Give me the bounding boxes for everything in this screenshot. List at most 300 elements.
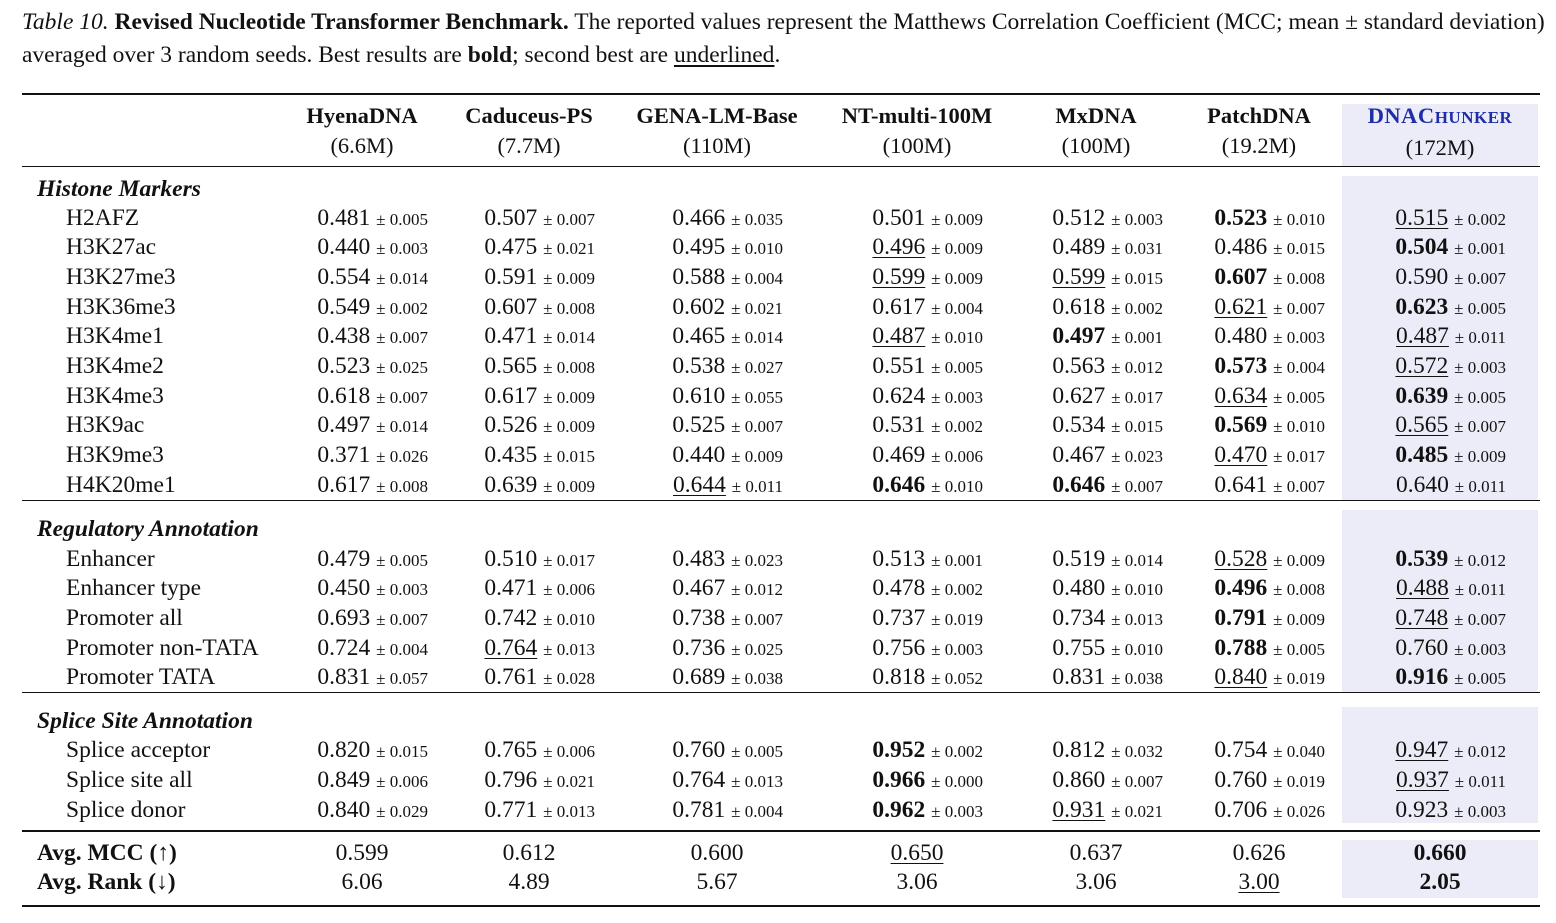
table-cell (1052, 765, 1163, 797)
cell-mean: 0.602 (672, 294, 726, 320)
cell-mean: 0.480 (1052, 575, 1106, 601)
section-title: Histone Markers (37, 176, 201, 202)
row-label: H3K4me2 (66, 353, 164, 379)
cell-std: ± 0.057 (376, 669, 428, 688)
table-cell (484, 662, 595, 694)
table-cell (317, 544, 428, 576)
cell-mean: 0.761 (484, 664, 538, 690)
cell-std: ± 0.019 (931, 610, 983, 629)
column-header (465, 101, 593, 161)
cell-std: ± 0.007 (543, 210, 595, 229)
cell-std: ± 0.002 (376, 299, 428, 318)
table-cell (317, 573, 428, 605)
table-cell (484, 544, 595, 576)
row-label: Promoter non-TATA (66, 635, 259, 661)
table-cell (672, 662, 783, 694)
column-header (636, 101, 797, 161)
cell-mean: 0.467 (672, 575, 726, 601)
cell-std: ± 0.003 (1454, 640, 1506, 659)
cell-mean: 0.796 (484, 767, 538, 793)
cell-mean: 0.515 (1395, 205, 1449, 231)
column-size: (7.7M) (497, 133, 561, 158)
cell-mean: 0.840 (1214, 664, 1268, 690)
table-cell (1052, 203, 1163, 235)
cell-std: ± 0.007 (1111, 477, 1163, 496)
cell-std: ± 0.003 (931, 802, 983, 821)
cell-std: ± 0.052 (931, 669, 983, 688)
cell-std: ± 0.004 (731, 269, 783, 288)
caption-underlined-word: underlined (673, 42, 775, 68)
column-name: NT-multi-100M (841, 103, 993, 128)
cell-mean: 0.756 (872, 635, 926, 661)
cell-std: ± 0.002 (1111, 299, 1163, 318)
table-cell (484, 795, 595, 827)
table-cell (1052, 262, 1163, 294)
table-cell (672, 292, 783, 324)
cell-mean: 0.549 (317, 294, 371, 320)
row-label: Promoter all (66, 605, 183, 631)
table-cell (872, 470, 983, 502)
cell-std: ± 0.005 (1273, 640, 1325, 659)
summary-cell: 2.05 (1419, 869, 1461, 895)
table-cell (1396, 321, 1506, 353)
cell-mean: 0.588 (672, 264, 726, 290)
table-cell (1214, 203, 1325, 235)
cell-mean: 0.523 (1214, 205, 1268, 231)
table-cell (1214, 262, 1325, 294)
cell-std: ± 0.014 (731, 328, 783, 347)
cell-std: ± 0.007 (731, 610, 783, 629)
cell-mean: 0.525 (672, 412, 726, 438)
table-cell (1052, 470, 1163, 502)
cell-std: ± 0.008 (543, 299, 595, 318)
cell-std: ± 0.005 (731, 742, 783, 761)
cell-std: ± 0.014 (543, 328, 595, 347)
row-label: H3K4me3 (66, 383, 164, 409)
table-cell (484, 603, 595, 635)
table-cell (1052, 381, 1163, 413)
cell-mean: 0.706 (1214, 797, 1268, 823)
table-cell (484, 633, 595, 665)
table-cell (672, 633, 783, 665)
table-cell (1052, 603, 1163, 635)
table-cell (1395, 735, 1506, 767)
table-cell (1214, 765, 1325, 797)
cell-mean: 0.528 (1214, 546, 1268, 572)
cell-mean: 0.475 (484, 234, 538, 260)
column-header (1207, 101, 1311, 161)
cell-mean: 0.486 (1214, 234, 1268, 260)
table-cell (1395, 292, 1506, 324)
cell-mean: 0.624 (872, 383, 926, 409)
cell-mean: 0.791 (1214, 605, 1268, 631)
cell-std: ± 0.031 (1111, 239, 1163, 258)
summary-cell: 0.626 (1232, 840, 1286, 866)
table-cell (484, 410, 595, 442)
table-cell (1395, 633, 1506, 665)
cell-std: ± 0.032 (1111, 742, 1163, 761)
cell-mean: 0.450 (317, 575, 371, 601)
table-cell (672, 321, 783, 353)
table-cell (1395, 795, 1506, 827)
cell-std: ± 0.038 (1111, 669, 1163, 688)
cell-mean: 0.812 (1052, 737, 1106, 763)
cell-std: ± 0.003 (1273, 328, 1325, 347)
column-name: MxDNA (1055, 103, 1137, 128)
cell-mean: 0.565 (484, 353, 538, 379)
table-cell (672, 381, 783, 413)
cell-mean: 0.831 (317, 664, 371, 690)
table-cell (317, 795, 428, 827)
cell-mean: 0.646 (1052, 472, 1106, 498)
table-cell (1395, 203, 1506, 235)
cell-mean: 0.519 (1052, 546, 1106, 572)
cell-std: ± 0.015 (543, 447, 595, 466)
caption-text-1: The reported values represent the Matthews Correlation Coefficient (MCC; mean ± standard deviation) averaged over 3 random seeds. Best results are (22, 9, 1545, 68)
cell-std: ± 0.009 (543, 417, 595, 436)
table-cell (317, 470, 428, 502)
column-header (306, 101, 417, 161)
table-cell (1214, 603, 1325, 635)
cell-mean: 0.760 (1395, 635, 1449, 661)
cell-mean: 0.736 (672, 635, 726, 661)
cell-std: ± 0.007 (1454, 610, 1506, 629)
cell-std: ± 0.000 (931, 772, 983, 791)
table-cell (672, 795, 783, 827)
cell-mean: 0.531 (872, 412, 926, 438)
cell-std: ± 0.015 (1273, 239, 1325, 258)
table-cell (1214, 381, 1325, 413)
cell-mean: 0.573 (1214, 353, 1268, 379)
cell-mean: 0.818 (872, 664, 926, 690)
column-header (842, 101, 992, 161)
cell-std: ± 0.025 (731, 640, 783, 659)
table-cell (1052, 440, 1163, 472)
cell-std: ± 0.010 (1273, 417, 1325, 436)
cell-mean: 0.538 (672, 353, 726, 379)
cell-std: ± 0.017 (1111, 388, 1163, 407)
table-caption (22, 6, 1547, 72)
cell-std: ± 0.012 (731, 580, 783, 599)
summary-cell: 0.600 (690, 840, 744, 866)
cell-mean: 0.931 (1052, 797, 1106, 823)
cell-std: ± 0.011 (1454, 328, 1506, 347)
table-cell (1395, 381, 1506, 413)
cell-std: ± 0.013 (543, 802, 595, 821)
cell-mean: 0.840 (317, 797, 371, 823)
row-label: H4K20me1 (66, 472, 176, 498)
cell-std: ± 0.009 (543, 477, 595, 496)
cell-mean: 0.724 (317, 635, 371, 661)
summary-cell: 0.650 (890, 840, 944, 866)
table-cell (1214, 351, 1325, 383)
cell-std: ± 0.003 (1454, 802, 1506, 821)
cell-std: ± 0.002 (931, 742, 983, 761)
cell-std: ± 0.009 (731, 447, 783, 466)
cell-std: ± 0.023 (1111, 447, 1163, 466)
cell-mean: 0.947 (1395, 737, 1449, 763)
column-name: HyenaDNA (306, 103, 418, 128)
caption-bold-word: bold (467, 42, 513, 68)
cell-std: ± 0.005 (931, 358, 983, 377)
cell-mean: 0.599 (1052, 264, 1106, 290)
cell-std: ± 0.005 (1273, 388, 1325, 407)
table-cell (1395, 351, 1506, 383)
cell-std: ± 0.010 (543, 610, 595, 629)
cell-std: ± 0.055 (731, 388, 783, 407)
cell-mean: 0.534 (1052, 412, 1106, 438)
cell-std: ± 0.009 (1273, 610, 1325, 629)
table-cell (1052, 544, 1163, 576)
cell-mean: 0.467 (1052, 442, 1106, 468)
table-cell (872, 410, 983, 442)
table-cell (1214, 292, 1325, 324)
cell-mean: 0.504 (1395, 234, 1449, 260)
table-cell (1052, 735, 1163, 767)
table-cell (672, 765, 783, 797)
table-cell (1052, 573, 1163, 605)
cell-std: ± 0.014 (376, 269, 428, 288)
cell-mean: 0.510 (484, 546, 538, 572)
cell-mean: 0.496 (872, 234, 926, 260)
row-label: H3K27ac (66, 234, 157, 260)
table-cell (317, 633, 428, 665)
cell-mean: 0.501 (872, 205, 926, 231)
table-cell (872, 603, 983, 635)
column-size: (19.2M) (1221, 133, 1297, 158)
cell-mean: 0.471 (484, 575, 538, 601)
summary-cell: 0.637 (1069, 840, 1123, 866)
cell-mean: 0.860 (1052, 767, 1106, 793)
column-size: (6.6M) (330, 133, 394, 158)
table-cell (1052, 292, 1163, 324)
summary-cell: 0.599 (335, 840, 389, 866)
cell-std: ± 0.023 (731, 551, 783, 570)
table-cell (1052, 662, 1163, 694)
cell-std: ± 0.003 (1111, 210, 1163, 229)
cell-mean: 0.497 (1052, 323, 1106, 349)
cell-mean: 0.591 (484, 264, 538, 290)
cell-std: ± 0.010 (1111, 640, 1163, 659)
table-cell (1396, 573, 1506, 605)
column-name: PatchDNA (1207, 103, 1311, 128)
table-cell (317, 381, 428, 413)
cell-mean: 0.488 (1396, 575, 1449, 601)
cell-mean: 0.641 (1214, 472, 1268, 498)
cell-mean: 0.764 (484, 635, 538, 661)
cell-mean: 0.952 (872, 737, 926, 763)
table-rule (22, 830, 1540, 832)
cell-std: ± 0.005 (1454, 299, 1506, 318)
cell-mean: 0.599 (872, 264, 926, 290)
summary-label: Avg. MCC (↑) (37, 840, 177, 866)
cell-mean: 0.466 (672, 205, 726, 231)
column-name-part: DNAC (1367, 103, 1435, 128)
cell-mean: 0.738 (672, 605, 726, 631)
summary-cell: 3.06 (1075, 869, 1117, 895)
table-cell (484, 765, 595, 797)
cell-mean: 0.496 (1214, 575, 1268, 601)
table-cell (1395, 410, 1506, 442)
cell-mean: 0.478 (872, 575, 926, 601)
table-cell (672, 440, 783, 472)
section-title: Splice Site Annotation (37, 708, 253, 734)
cell-mean: 0.771 (484, 797, 538, 823)
table-cell (317, 203, 428, 235)
cell-mean: 0.966 (872, 767, 926, 793)
cell-std: ± 0.003 (376, 239, 428, 258)
cell-std: ± 0.015 (1111, 269, 1163, 288)
table-cell (317, 735, 428, 767)
cell-std: ± 0.011 (731, 477, 783, 496)
cell-std: ± 0.010 (931, 328, 983, 347)
cell-std: ± 0.009 (931, 210, 983, 229)
cell-mean: 0.646 (872, 472, 926, 498)
cell-std: ± 0.012 (1454, 551, 1506, 570)
cell-std: ± 0.007 (1273, 477, 1325, 496)
cell-mean: 0.485 (1395, 442, 1449, 468)
cell-std: ± 0.010 (731, 239, 783, 258)
table-cell (872, 544, 983, 576)
table-cell (1214, 440, 1325, 472)
cell-mean: 0.820 (317, 737, 371, 763)
table-cell (317, 262, 428, 294)
column-name-part: HUNKER (1434, 108, 1513, 127)
cell-std: ± 0.014 (376, 417, 428, 436)
row-label: Enhancer type (66, 575, 202, 601)
table-cell (1214, 232, 1325, 264)
cell-std: ± 0.007 (376, 388, 428, 407)
table-cell (872, 381, 983, 413)
column-size: (100M) (1061, 133, 1131, 158)
cell-mean: 0.765 (484, 737, 538, 763)
table-cell (672, 351, 783, 383)
row-label: H2AFZ (66, 205, 140, 231)
table-cell (1052, 321, 1163, 353)
cell-std: ± 0.026 (376, 447, 428, 466)
cell-mean: 0.781 (672, 797, 726, 823)
cell-std: ± 0.007 (376, 610, 428, 629)
table-cell (872, 765, 983, 797)
cell-std: ± 0.005 (1454, 669, 1506, 688)
cell-mean: 0.849 (317, 767, 371, 793)
row-label: H3K9ac (66, 412, 145, 438)
cell-mean: 0.465 (672, 323, 726, 349)
table-cell (672, 262, 783, 294)
cell-mean: 0.754 (1214, 737, 1268, 763)
table-cell (317, 321, 428, 353)
cell-mean: 0.607 (484, 294, 538, 320)
column-name: Caduceus-PS (465, 103, 593, 128)
table-cell (1214, 573, 1325, 605)
cell-std: ± 0.007 (1454, 269, 1506, 288)
cell-mean: 0.480 (1214, 323, 1268, 349)
summary-label: Avg. Rank (↓) (37, 869, 176, 895)
cell-mean: 0.617 (872, 294, 926, 320)
cell-mean: 0.962 (872, 797, 926, 823)
table-cell (317, 765, 428, 797)
table-cell (672, 544, 783, 576)
cell-mean: 0.438 (317, 323, 371, 349)
row-label: H3K27me3 (66, 264, 176, 290)
table-rule (22, 905, 1540, 907)
cell-mean: 0.483 (672, 546, 726, 572)
table-cell (1396, 765, 1506, 797)
table-cell (1052, 232, 1163, 264)
table-cell (317, 440, 428, 472)
table-cell (872, 440, 983, 472)
column-name (1368, 101, 1513, 133)
column-header (1368, 101, 1513, 163)
table-cell (484, 381, 595, 413)
table-cell (1052, 410, 1163, 442)
cell-mean: 0.748 (1395, 605, 1449, 631)
column-size: (110M) (683, 133, 751, 158)
table-cell (1214, 633, 1325, 665)
table-cell (672, 203, 783, 235)
cell-std: ± 0.028 (543, 669, 595, 688)
row-label: Splice site all (66, 767, 193, 793)
row-label: Enhancer (66, 546, 155, 572)
summary-cell: 6.06 (341, 869, 383, 895)
cell-mean: 0.435 (484, 442, 538, 468)
cell-std: ± 0.002 (1454, 210, 1506, 229)
cell-std: ± 0.002 (931, 417, 983, 436)
cell-std: ± 0.008 (1273, 580, 1325, 599)
table-cell (672, 735, 783, 767)
cell-mean: 0.507 (484, 205, 538, 231)
table-cell (1395, 603, 1506, 635)
cell-mean: 0.569 (1214, 412, 1268, 438)
cell-std: ± 0.004 (731, 802, 783, 821)
cell-mean: 0.916 (1395, 664, 1449, 690)
cell-std: ± 0.021 (731, 299, 783, 318)
cell-mean: 0.760 (672, 737, 726, 763)
cell-std: ± 0.019 (1273, 669, 1325, 688)
cell-std: ± 0.021 (1111, 802, 1163, 821)
cell-mean: 0.487 (1396, 323, 1449, 349)
row-label: Splice donor (66, 797, 186, 823)
cell-std: ± 0.007 (731, 417, 783, 436)
cell-mean: 0.755 (1052, 635, 1106, 661)
table-cell (317, 603, 428, 635)
caption-text-2: ; second best are (512, 42, 674, 68)
table-cell (1052, 633, 1163, 665)
cell-mean: 0.627 (1052, 383, 1106, 409)
table-cell (673, 470, 783, 502)
cell-mean: 0.479 (317, 546, 371, 572)
cell-std: ± 0.003 (931, 640, 983, 659)
cell-mean: 0.481 (317, 205, 371, 231)
cell-std: ± 0.009 (931, 269, 983, 288)
row-label: H3K4me1 (66, 323, 164, 349)
cell-std: ± 0.017 (1273, 447, 1325, 466)
table-cell (872, 321, 983, 353)
table-cell (317, 662, 428, 694)
table-cell (484, 321, 595, 353)
table-cell (872, 262, 983, 294)
table-cell (872, 351, 983, 383)
cell-mean: 0.644 (673, 472, 726, 498)
cell-mean: 0.831 (1052, 664, 1106, 690)
table-rule (22, 166, 1540, 167)
table-cell (1214, 410, 1325, 442)
cell-std: ± 0.040 (1273, 742, 1325, 761)
table-cell (872, 203, 983, 235)
cell-std: ± 0.007 (1454, 417, 1506, 436)
cell-mean: 0.617 (484, 383, 538, 409)
cell-mean: 0.495 (672, 234, 726, 260)
